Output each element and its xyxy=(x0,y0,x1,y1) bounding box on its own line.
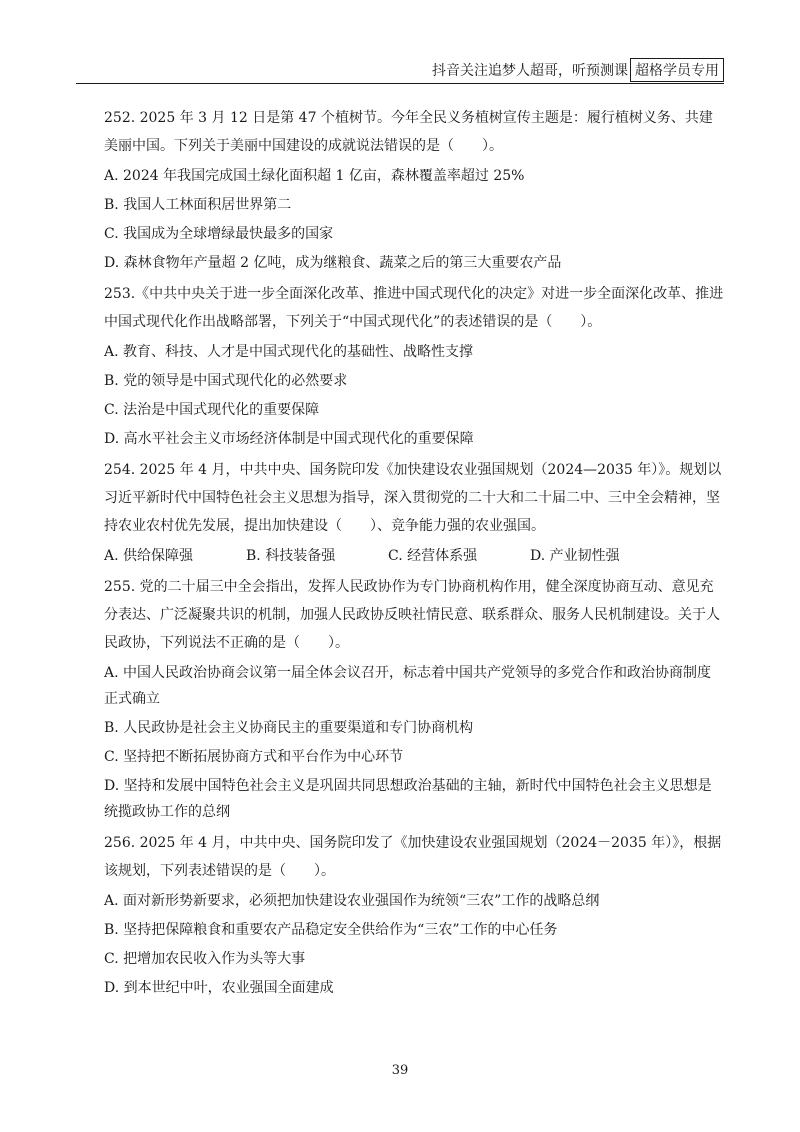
question-253 xyxy=(104,280,724,452)
page-number: 39 xyxy=(391,1063,409,1078)
option-c: C. 我国成为全球增绿最快最多的国家 xyxy=(104,226,334,242)
option-d: D. 产业韧性强 xyxy=(530,548,620,564)
option-a: A. 2024 年我国完成国土绿化面积超 1 亿亩，森林覆盖率超过 25% xyxy=(104,168,525,184)
option-a: A. 面对新形势新要求，必须把加快建设农业强国作为统领“三农”工作的战略总纲 xyxy=(104,893,600,909)
option-d: D. 到本世纪中叶，农业强国全面建成 xyxy=(104,980,334,996)
header-text: 抖音关注追梦人超哥，听预测课 xyxy=(432,63,628,79)
question-252 xyxy=(104,104,724,276)
header-badge: 超格学员专用 xyxy=(630,58,724,82)
question-stem: 254. 2025 年 4 月，中共中央、国务院印发《加快建设农业强国规划（2024—2035 年）》。规划以习近平新时代中国特色社会主义思想为指导，深入贯彻党的二十大和二十届二中、三中全会精神，坚持农业农村优先发展，提出加快建设（ ）、竞争能力强的农业强国。 xyxy=(104,462,722,534)
option-c: C. 法治是中国式现代化的重要保障 xyxy=(104,402,320,418)
question-255 xyxy=(104,573,724,825)
option-d: D. 坚持和发展中国特色社会主义是巩固共同思想政治基础的主轴，新时代中国特色社会主义思想是统揽政协工作的总纲 xyxy=(104,778,712,820)
question-stem: 252. 2025 年 3 月 12 日是第 47 个植树节。今年全民义务植树宣传主题是：履行植树义务、共建美丽中国。下列关于美丽中国建设的成就说法错误的是（ ）。 xyxy=(104,110,713,154)
option-b: B. 科技装备强 xyxy=(246,548,336,564)
option-b: B. 人民政协是社会主义协商民主的重要渠道和专门协商机构 xyxy=(104,720,474,736)
option-a: A. 教育、科技、人才是中国式现代化的基础性、战略性支撑 xyxy=(104,344,474,360)
question-stem: 253.《中共中央关于进一步全面深化改革、推进中国式现代化的决定》对进一步全面深化改革、推进中国式现代化作出战略部署，下列关于“中国式现代化”的表述错误的是（ ）。 xyxy=(104,286,724,330)
option-c: C. 坚持把不断拓展协商方式和平台作为中心环节 xyxy=(104,749,404,765)
question-254 xyxy=(104,456,724,569)
question-256 xyxy=(104,829,724,1001)
option-a: A. 中国人民政治协商会议第一届全体会议召开，标志着中国共产党领导的多党合作和政治协商制度正式确立 xyxy=(104,665,712,707)
option-c: C. 经营体系强 xyxy=(388,548,478,564)
option-c: C. 把增加农民收入作为头等大事 xyxy=(104,951,306,967)
option-b: B. 党的领导是中国式现代化的必然要求 xyxy=(104,373,348,389)
option-b: B. 我国人工林面积居世界第二 xyxy=(104,197,292,213)
option-d: D. 森林食物年产量超 2 亿吨，成为继粮食、蔬菜之后的第三大重要农产品 xyxy=(104,255,562,271)
question-list xyxy=(104,100,724,1001)
page-header xyxy=(432,58,724,82)
question-stem: 256. 2025 年 4 月，中共中央、国务院印发了《加快建设农业强国规划（2024－2035 年）》，根据该规划，下列表述错误的是（ ）。 xyxy=(104,835,722,879)
option-d: D. 高水平社会主义市场经济体制是中国式现代化的重要保障 xyxy=(104,431,474,447)
option-row xyxy=(104,543,724,569)
question-stem: 255. 党的二十届三中全会指出，发挥人民政协作为专门协商机构作用，健全深度协商互动、意见充分表达、广泛凝聚共识的机制，加强人民政协反映社情民意、联系群众、服务人民机制建设。关于人民政协，下列说法不正确的是（ ）。 xyxy=(104,579,720,651)
option-a: A. 供给保障强 xyxy=(104,548,194,564)
header-rule xyxy=(76,83,724,84)
option-b: B. 坚持把保障粮食和重要农产品稳定安全供给作为“三农”工作的中心任务 xyxy=(104,922,558,938)
